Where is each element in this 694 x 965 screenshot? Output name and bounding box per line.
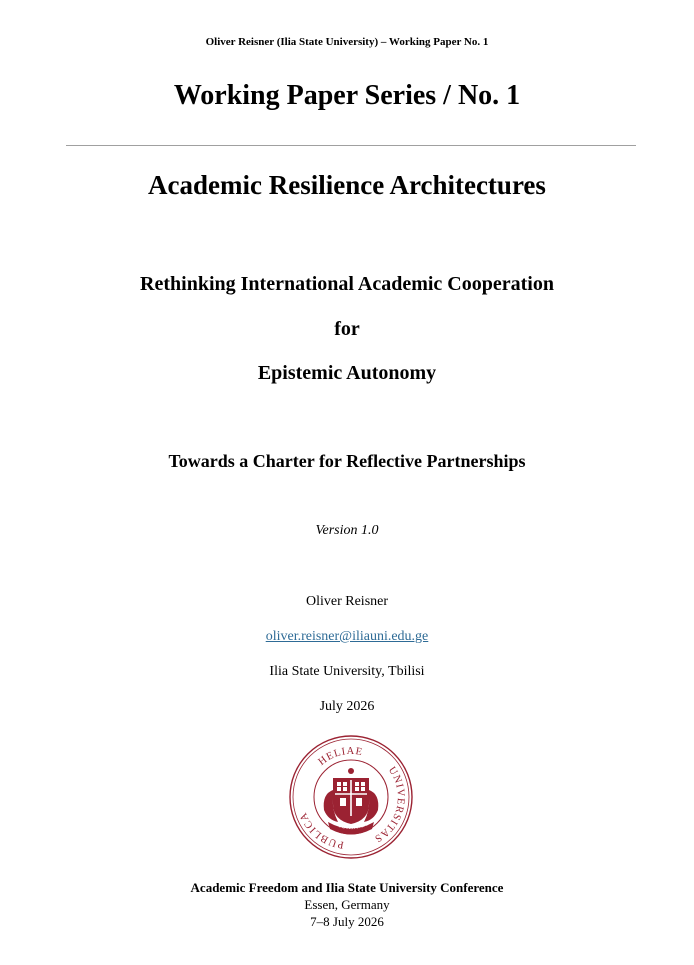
author-email-link[interactable]: oliver.reisner@iliauni.edu.ge [265, 629, 429, 644]
university-seal-icon [288, 734, 414, 860]
seal-top-text: HELIAE [316, 745, 364, 768]
conference-name: Academic Freedom and Ilia State University Conference [190, 880, 504, 895]
subtitle-line-3: Epistemic Autonomy [257, 362, 437, 384]
conference-location: Essen, Germany [304, 897, 390, 912]
subtitle-line-1: Rethinking International Academic Cooperation [140, 273, 554, 295]
seal-right-text: UNIVERSITAS [371, 765, 407, 845]
version-label: Version 1.0 [315, 523, 379, 538]
title-divider [66, 145, 636, 146]
seal-left-text: PUBLICA [297, 810, 345, 850]
publication-date: July 2026 [319, 699, 375, 714]
seal-ribbon-text: IOANNES [338, 820, 371, 832]
charter-title: Towards a Charter for Reflective Partnerships [168, 451, 526, 471]
series-title: Working Paper Series / No. 1 [173, 80, 521, 111]
subtitle-line-2: for [334, 318, 360, 340]
affiliation: Ilia State University, Tbilisi [269, 664, 425, 679]
running-head: Oliver Reisner (Ilia State University) – Working Paper No. 1 [205, 36, 489, 48]
main-title: Academic Resilience Architectures [148, 170, 546, 200]
email-line [0, 629, 694, 645]
conference-dates: 7–8 July 2026 [310, 914, 384, 929]
author-name: Oliver Reisner [305, 594, 389, 609]
